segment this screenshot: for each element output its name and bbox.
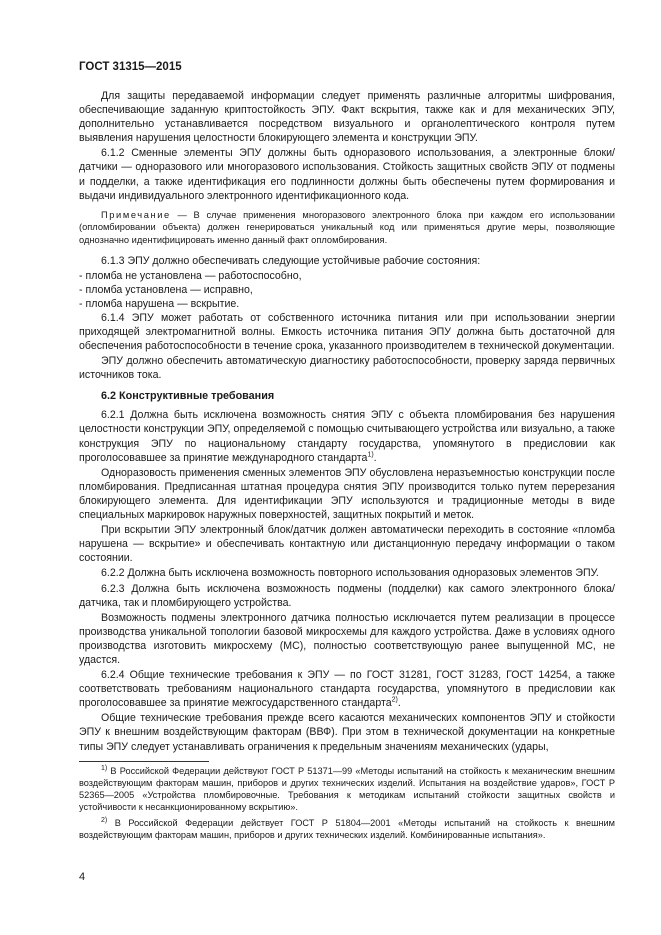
list-item: - пломба нарушена — вскрытие.: [79, 297, 240, 310]
paragraph-encryption: Для защиты передаваемой информации следует применять различные алгоритмы шифрования, обеспечивающие заданную криптостойкость ЭПУ. Факт вскрытия, также как и для механических ЭПУ, дополнительно устанавливается посредством визуального и органолептического контроля путем выявления нарушения целостности блокирующего элемента и конструкции ЭПУ.: [79, 90, 615, 145]
paragraph-6-2-3: 6.2.3 Должна быть исключена возможность подмены (подделки) как самого электронного блока/датчика, так и пломбирующего устройства.: [79, 582, 615, 609]
footnote-divider: [79, 761, 209, 762]
paragraph-6-2-2: 6.2.2 Должна быть исключена возможность повторного использования одноразовых элементов ЭПУ.: [101, 567, 599, 580]
section-heading-6-2: 6.2 Конструктивные требования: [101, 390, 275, 403]
footnote-text: В Российской Федерации действуют ГОСТ Р 51371—99 «Методы испытаний на стойкость к механическим внешним воздействующим факторам машин, приборов и других технических изделий. Испытания на воздействие ударов», ГОСТ Р 52365—2005 «Устройства пломбировочные. Требования к методикам испытаний стойкости защитных свойств и устойчивости к несанкционированному вскрытию».: [79, 766, 615, 813]
paragraph-6-1-4: 6.1.4 ЭПУ может работать от собственного источника питания или при использовании энергии приходящей электромагнитной волны. Емкость источника питания ЭПУ должна быть достаточной для обеспечения работоспособности в течение срока, указанного производителем в технической документации.: [79, 311, 615, 353]
footnote-text: В Российской Федерации действует ГОСТ Р 51804—2001 «Методы испытаний на стойкость к внешним воздействующим факторам машин, приборов и других технических изделий. Комбинированные испытания».: [79, 818, 615, 841]
paragraph-6-1-2: 6.1.2 Сменные элементы ЭПУ должны быть одноразового использования, а электронные блоки/датчики — одноразового или многоразового использования. Стойкость защитных свойств ЭПУ от подмены и подделки, а также идентификация его подлинности должны быть обеспечены путем формирования и выдачи индивидуального электронного идентификационного кода.: [79, 147, 615, 202]
document-header: ГОСТ 31315—2015: [79, 61, 182, 73]
footnotes: [79, 765, 615, 846]
paragraph-opening: При вскрытии ЭПУ электронный блок/датчик должен автоматически переходить в состояние «пломба нарушена — вскрытие» и обеспечивать контактную или дистанционную передачу информации о таком состоянии.: [79, 524, 615, 565]
note-text: — В случае применения многоразового электронного блока при каждом его использовании (опломбировании объекта) должен генерироваться уникальный код или применяться другие меры, позволяющие однозначно идентифицировать именно данный факт опломбирования.: [79, 209, 615, 245]
paragraph-6-2-4: 6.2.4 Общие технические требования к ЭПУ — по ГОСТ 31281, ГОСТ 31283, ГОСТ 14254, а также соответствовать требованиям национального стандарта государства, упомянутого в предисловии как проголосовавшее за принятие межгосударственного стандарта$^{2)}$.: [79, 669, 615, 710]
list-item: - пломба установлена — исправно,: [79, 283, 253, 296]
paragraph-6-2-1: 6.2.1 Должна быть исключена возможность снятия ЭПУ с объекта пломбирования без нарушения целостности конструкции ЭПУ, определяемой с помощью считывающего устройства или визуально, а также конструкция ЭПУ по национальному стандарту государства, упомянутого в предисловии как проголосовавшее за принятие международного стандарта$^{1)}$.: [79, 409, 615, 464]
footnote-mark: 2): [101, 817, 108, 825]
paragraph-one-time-use: Одноразовость применения сменных элементов ЭПУ обусловлена неразъемностью конструкции после пломбирования. Предписанная штатная процедура снятия ЭПУ производится только путем перерезания блокирующего элемента. Для идентификации ЭПУ используются и традиционные методы в виде специальных маркировок наружных поверхностей, защитных покрытий и меток.: [79, 466, 615, 522]
paragraph-6-2-1-text: 6.2.1 Должна быть исключена возможность снятия ЭПУ с объекта пломбирования без нарушения целостности конструкции ЭПУ, определяемой с помощью считывающего устройства или визуально, а также конструкция ЭПУ по национальному стандарту государства, упомянутого в предисловии как проголосовавшее за принятие международного стандарта: [79, 409, 615, 464]
footnote-ref-1[interactable]: 1): [367, 451, 374, 459]
page-number: 4: [79, 871, 86, 883]
paragraph-substitution: Возможность подмены электронного датчика полностью исключается путем реализации в процессе производства уникальной топологии базовой микросхемы для каждого устройства. Даже в условиях одного производства изготовить микросхему (МС), полностью соответствующую ранее выпущенной МС, не удастся.: [79, 611, 615, 666]
footnote-ref-2[interactable]: 2): [391, 696, 398, 704]
list-item: - пломба не установлена — работоспособно,: [79, 269, 302, 282]
paragraph-6-1-3: 6.1.3 ЭПУ должно обеспечивать следующие устойчивые рабочие состояния:: [101, 254, 481, 267]
footnote-mark: 1): [101, 764, 108, 772]
note-label: Примечание: [101, 209, 171, 220]
footnote-2: [79, 817, 615, 841]
document-body: [79, 89, 615, 755]
states-list: [79, 269, 615, 311]
paragraph-general-requirements: Общие технические требования прежде всего касаются механических компонентов ЭПУ и стойкости ЭПУ к внешним воздействующим факторам (ВВФ). При этом в технической документации на конкретные типы ЭПУ следует устанавливать ограничения к предельным значениям механических (удары,: [79, 712, 615, 753]
paragraph-diagnostics: ЭПУ должно обеспечить автоматическую диагностику работоспособности, проверку заряда первичных источников тока.: [79, 355, 615, 382]
note: [79, 209, 615, 247]
paragraph-6-2-4-text: 6.2.4 Общие технические требования к ЭПУ — по ГОСТ 31281, ГОСТ 31283, ГОСТ 14254, а также соответствовать требованиям национального стандарта государства, упомянутого в предисловии как проголосовавшее за принятие межгосударственного стандарта: [79, 669, 615, 710]
footnote-1: [79, 765, 615, 813]
